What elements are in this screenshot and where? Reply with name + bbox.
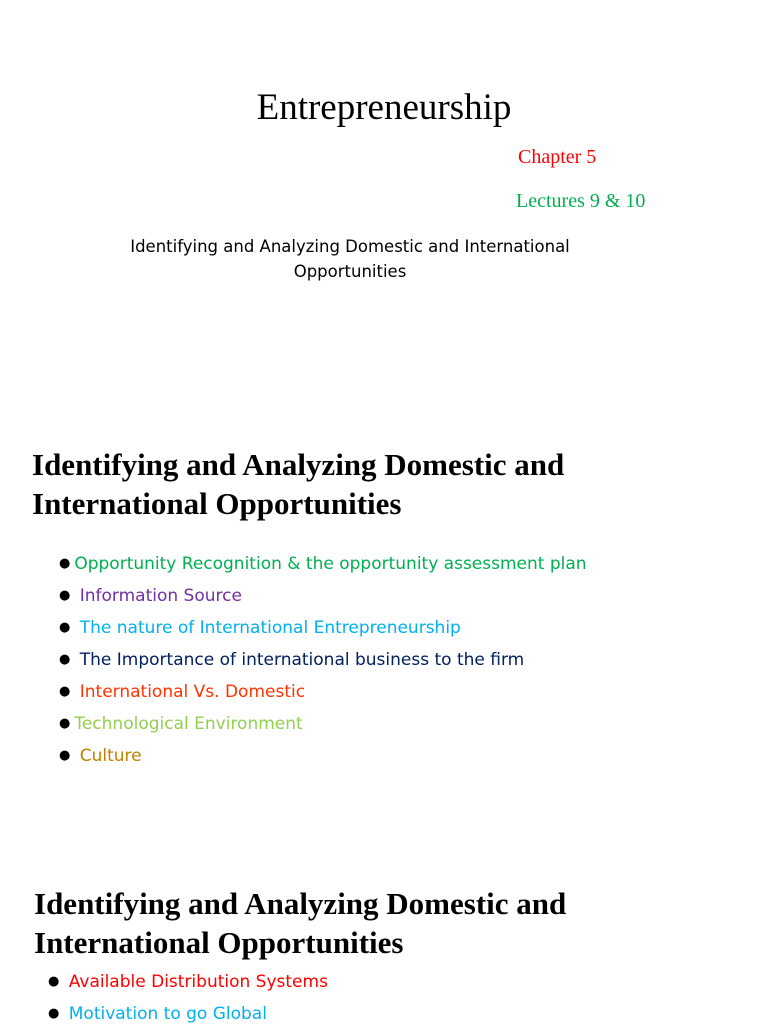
slide-heading xyxy=(32,445,752,523)
bullet-icon: ● xyxy=(48,1006,60,1021)
list-item xyxy=(59,644,587,676)
bullet-icon: ● xyxy=(59,748,71,763)
bullet-text: Culture xyxy=(79,746,142,766)
slide-heading xyxy=(34,884,754,962)
title-slide xyxy=(0,0,768,395)
content-slide-3 xyxy=(0,838,768,1024)
list-item xyxy=(48,998,328,1030)
list-item xyxy=(59,708,587,740)
list-item xyxy=(48,966,328,998)
bullet-text: The nature of International Entrepreneurship xyxy=(79,618,461,638)
bullet-icon: ● xyxy=(59,556,71,571)
bullet-icon: ● xyxy=(59,652,71,667)
bullet-icon: ● xyxy=(48,974,60,989)
heading-line: International Opportunities xyxy=(32,486,402,521)
subtitle-line: Identifying and Analyzing Domestic and International xyxy=(130,237,570,256)
content-slide-2 xyxy=(0,400,768,820)
bullet-list xyxy=(59,548,587,772)
list-item xyxy=(59,580,587,612)
slide-subtitle xyxy=(100,234,600,284)
subtitle-line: Opportunities xyxy=(293,262,407,281)
heading-line: Identifying and Analyzing Domestic and xyxy=(34,886,567,921)
presentation-title: Entrepreneurship xyxy=(256,87,512,128)
bullet-text: Technological Environment xyxy=(74,714,303,734)
list-item xyxy=(59,548,587,580)
list-item xyxy=(59,676,587,708)
list-item xyxy=(59,740,587,772)
bullet-text: Available Distribution Systems xyxy=(68,972,328,992)
bullet-text: The Importance of international business to the firm xyxy=(79,650,525,670)
bullet-icon: ● xyxy=(59,620,71,635)
list-item xyxy=(59,612,587,644)
bullet-text: International Vs. Domestic xyxy=(79,682,306,702)
bullet-text: Opportunity Recognition & the opportunity assessment plan xyxy=(74,554,587,574)
chapter-label: Chapter 5 xyxy=(518,146,597,168)
bullet-icon: ● xyxy=(59,588,71,603)
bullet-icon: ● xyxy=(59,684,71,699)
heading-line: Identifying and Analyzing Domestic and xyxy=(32,447,565,482)
bullet-text: Motivation to go Global xyxy=(68,1004,267,1024)
heading-line: International Opportunities xyxy=(34,925,404,960)
bullet-text: Information Source xyxy=(79,586,242,606)
bullet-icon: ● xyxy=(59,716,71,731)
lectures-label: Lectures 9 & 10 xyxy=(516,190,646,212)
bullet-list xyxy=(48,966,328,1030)
